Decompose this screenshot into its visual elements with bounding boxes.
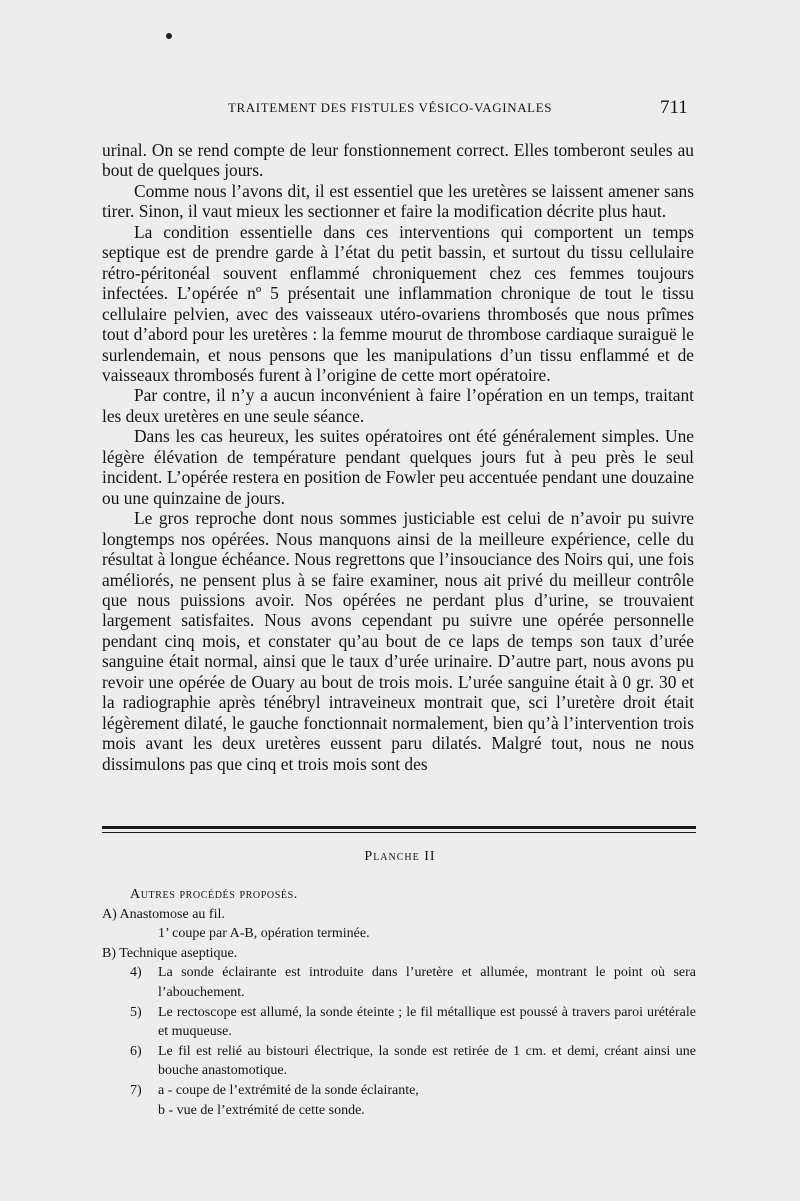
body-text — [102, 140, 694, 774]
plate-title — [0, 849, 800, 865]
caption-item-text: a - coupe de l’extrémité de la sonde éclairante, — [158, 1082, 419, 1098]
paragraph: Comme nous l’avons dit, il est essentiel que les uretères se laissent amener sans tirer. Sinon, il vaut mieux les sectionner et faire la modification décrite plus haut. — [102, 180, 694, 222]
paragraph: Le gros reproche dont nous sommes justiciable est celui de n’avoir pu suivre longtemps nos opérées. Nous manquons ainsi de la meilleure expérience, celle du résultat à longue échéance. Nous regrettons que l’insouciance des Noirs qui, une fois améliorés, ne pensent plus à se faire examiner, nous ait privé du meilleur contrôle que nous puissions avoir. Nos opérées ne perdant plus d’urine, se trouvaient largement satisfaites. Nous avons cependant pu suivre une opérée personnelle pendant cinq mois, et constater qu’au bout de ce laps de temps son taux d’urée sanguine était normal, ainsi que le taux d’urée urinaire. D’autre part, nous avons pu revoir une opérée de Ouary au bout de trois mois. L’urée sanguine était à 0 gr. 30 et la radiographie après ténébryl intraveineux montrait que, sci l’uretère droit était légèrement dilaté, le gauche fonctionnait normalement, bien qu’à l’intervention trois mois avant les deux uretères eussent paru dilatés. Malgré tout, nous ne nous dissimulons pas que cinq et trois mois sont des — [102, 508, 694, 774]
caption-section-b: B) Technique aseptique. — [102, 945, 238, 961]
paragraph: La condition essentielle dans ces interventions qui comportent un temps septique est de prendre garde à l’état du petit bassin, et surtout du tissu cellulaire rétro-péritonéal souvent enflammé chroniquement chez ces femmes toujours infectées. L’opérée nº 5 présentait une inflammation chronique de tout le tissu cellulaire pelvien, avec des vaisseaux utéro-ovariens thrombosés que nous prîmes tout d’abord pour les uretères : la femme mourut de thrombose cardiaque suraiguë le surlendemain, et nous pensons que les manipulations d’un tissu enflammé et de vaisseaux thrombosés furent à l’origine de cette mort opératoire. — [102, 221, 694, 385]
plate-caption — [102, 885, 696, 1120]
running-title: TRAITEMENT DES FISTULES VÉSICO-VAGINALES — [228, 100, 553, 115]
caption-item: 1’ coupe par A-B, opération terminée. — [158, 926, 370, 942]
divider-rule-thin — [102, 832, 696, 833]
paragraph: urinal. On se rend compte de leur fonstionnement correct. Elles tomberont seules au bout de quelques jours. — [102, 140, 694, 181]
caption-item-number: 4) — [130, 965, 142, 981]
caption-item — [102, 1003, 696, 1042]
paragraph: Par contre, il n’y a aucun inconvénient à faire l’opération en un temps, traitant les deux uretères en une seule séance. — [102, 385, 694, 426]
caption-item-text: La sonde éclairante est introduite dans l’uretère et allumée, montrant le point où sera l’abouchement. — [158, 965, 696, 1000]
plate-title-text: Planche II — [364, 849, 436, 864]
ink-speck — [166, 33, 172, 39]
caption-item-text: Le fil est relié au bistouri électrique, la sonde est retirée de 1 cm. et demi, créant ainsi une bouche anastomotique. — [158, 1043, 696, 1079]
caption-item-number: 6) — [130, 1043, 142, 1059]
paragraph: Dans les cas heureux, les suites opératoires ont été généralement simples. Une légère élévation de température pendant quelques jours fut à peu près le seul incident. L’opérée restera en position de Fowler peu accentuée pendant une douzaine ou une quinzaine de jours. — [102, 426, 694, 508]
caption-subtitle: Autres procédés proposés. — [130, 887, 298, 902]
caption-item-number: 7) — [130, 1082, 142, 1098]
page-header — [0, 97, 800, 120]
caption-item-number: 5) — [130, 1004, 142, 1020]
divider-rule — [102, 826, 696, 829]
caption-item — [102, 963, 696, 1002]
caption-item-text: Le rectoscope est allumé, la sonde éteinte ; le fil métallique est poussé à travers paroi urétérale et muqueuse. — [158, 1004, 696, 1040]
caption-item — [102, 1101, 696, 1121]
page-number: 711 — [660, 97, 688, 118]
caption-section-a: A) Anastomose au fil. — [102, 906, 225, 922]
caption-item-text: b - vue de l’extrémité de cette sonde. — [158, 1102, 365, 1118]
caption-item — [102, 1081, 696, 1101]
caption-item — [102, 1042, 696, 1081]
